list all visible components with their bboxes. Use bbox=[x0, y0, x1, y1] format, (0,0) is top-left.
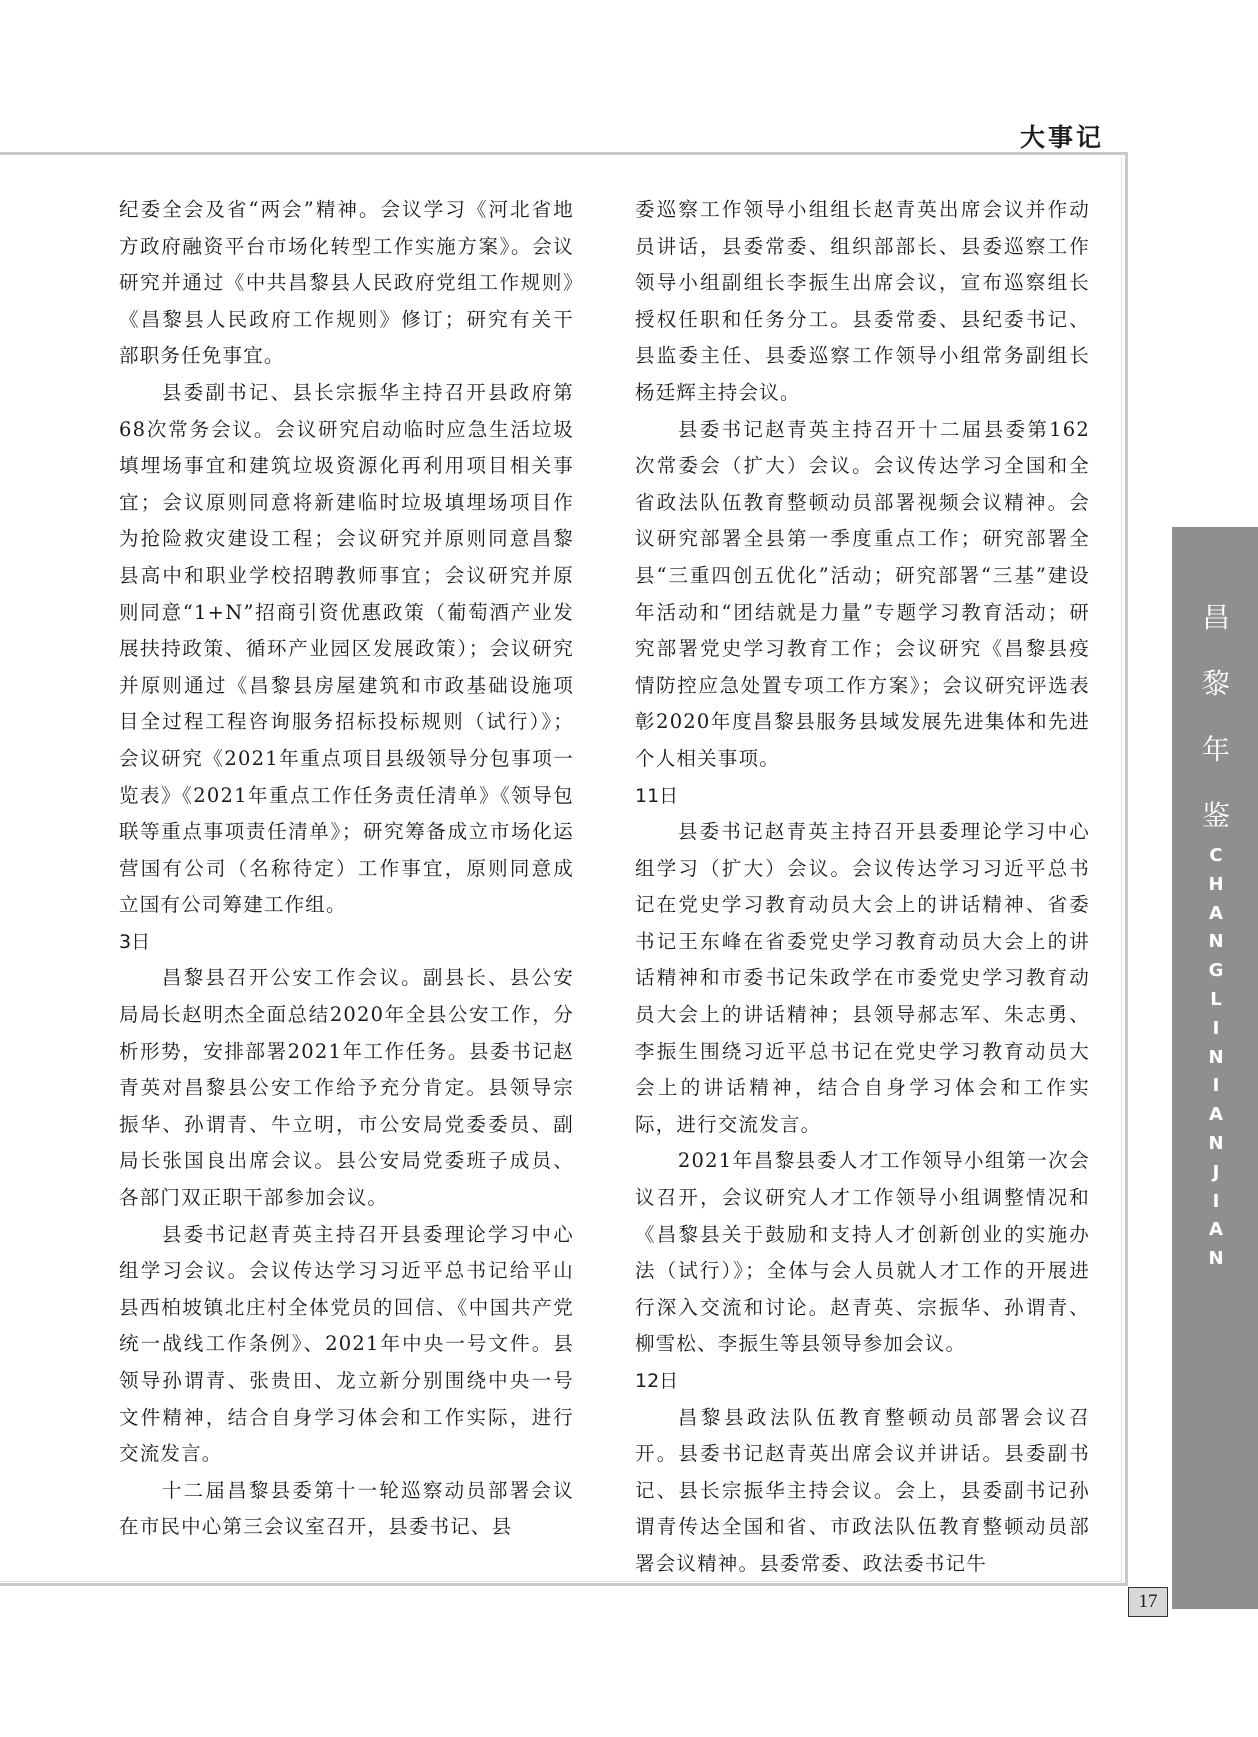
paragraph: 昌黎县召开公安工作会议。副县长、县公安局局长赵明杰全面总结2020年全县公安工作，分析形势，安排部署2021年工作任务。县委书记赵青英对昌黎县公安工作给予充分肯定。县领导宗振华、孙谓青、牛立明，市公安局党委委员、副局长张国良出席会议。县公安局党委班子成员、各部门双正职干部参加会议。 bbox=[119, 966, 574, 1210]
date-heading: 11日 bbox=[635, 784, 679, 807]
paragraph: 十二届昌黎县委第十一轮巡察动员部署会议在市民中心第三会议室召开，县委书记、县 bbox=[119, 1478, 574, 1539]
paragraph: 纪委全会及省“两会”精神。会议学习《河北省地方政府融资平台市场化转型工作实施方案》。会议研究并通过《中共昌黎县人民政府党组工作规则》《昌黎县人民政府工作规则》修订；研究有关干部职务任免事宜。 bbox=[119, 198, 574, 368]
paragraph: 县委副书记、县长宗振华主持召开县政府第68次常务会议。会议研究启动临时应急生活垃圾填埋场事宜和建筑垃圾资源化再利用项目相关事宜；会议原则同意将新建临时垃圾填埋场项目作为抢险救灾建设工程；会议研究并原则同意昌黎县高中和职业学校招聘教师事宜；会议研究并原则同意“1+N”招商引资优惠政策（葡萄酒产业发展扶持政策、循环产业园区发展政策）；会议研究并原则通过《昌黎县房屋建筑和市政基础设施项目全过程工程咨询服务招标投标规则（试行）》；会议研究《2021年重点项目县级领导分包事项一览表》《2021年重点工作任务责任清单》《领导包联等重点事项责任清单》；研究筹备成立市场化运营国有公司（名称待定）工作事宜，原则同意成立国有公司筹建工作组。 bbox=[119, 380, 574, 917]
yearbook-pinyin: C H A N G L I N I A N J I A N bbox=[1208, 845, 1224, 1270]
page-number: 17 bbox=[1128, 1587, 1168, 1617]
paragraph: 委巡察工作领导小组组长赵青英出席会议并作动员讲话，县委常委、组织部部长、县委巡察工作领导小组副组长李振生出席会议，宣布巡察组长授权任职和任务分工。县委常委、县纪委书记、县监委主任、县委巡察工作领导小组常务副组长杨廷辉主持会议。 bbox=[635, 198, 1090, 404]
section-title: 大事记 bbox=[1020, 123, 1105, 152]
left-column bbox=[119, 192, 574, 1546]
paragraph: 县委书记赵青英主持召开县委理论学习中心组学习会议。会议传达学习习近平总书记给平山县西柏坡镇北庄村全体党员的回信、《中国共产党统一战线工作条例》、2021年中央一号文件。县领导孙谓青、张贵田、龙立新分别围绕中央一号文件精神，结合自身学习体会和工作实际，进行交流发言。 bbox=[119, 1222, 574, 1466]
paragraph: 昌黎县政法队伍教育整顿动员部署会议召开。县委书记赵青英出席会议并讲话。县委副书记、县长宗振华主持会议。会上，县委副书记孙谓青传达全国和省、市政法队伍教育整顿动员部署会议精神。县委常委、政法委书记牛 bbox=[635, 1405, 1090, 1575]
paragraph: 2021年昌黎县委人才工作领导小组第一次会议召开，会议研究人才工作领导小组调整情况和《昌黎县关于鼓励和支持人才创新创业的实施办法（试行）》；全体与会人员就人才工作的开展进行深入交流和讨论。赵青英、宗振华、孙谓青、柳雪松、李振生等县领导参加会议。 bbox=[635, 1149, 1090, 1356]
date-heading: 12日 bbox=[635, 1370, 679, 1392]
date-heading: 3日 bbox=[119, 930, 151, 953]
right-column bbox=[635, 192, 1090, 1583]
yearbook-name: 昌 黎 年 鉴 bbox=[1201, 601, 1230, 832]
paragraph: 县委书记赵青英主持召开县委理论学习中心组学习（扩大）会议。会议传达学习习近平总书记在党史学习教育动员大会上的讲话精神、省委书记王东峰在省委党史学习教育动员大会上的讲话精神和市委书记朱政学在市委党史学习教育动员大会上的讲话精神；县领导郝志军、朱志勇、李振生围绕习近平总书记在党史学习教育动员大会上的讲话精神，结合自身学习体会和工作实际，进行交流发言。 bbox=[635, 820, 1090, 1136]
paragraph: 县委书记赵青英主持召开十二届县委第162次常委会（扩大）会议。会议传达学习全国和全省政法队伍教育整顿动员部署视频会议精神。会议研究部署全县第一季度重点工作；研究部署全县“三重四创五优化”活动；研究部署“三基”建设年活动和“团结就是力量”专题学习教育活动；研究部署党史学习教育工作；会议研究《昌黎县疫情防控应急处置专项工作方案》；会议研究评选表彰2020年度昌黎县服务县域发展先进集体和先进个人相关事项。 bbox=[635, 417, 1090, 770]
